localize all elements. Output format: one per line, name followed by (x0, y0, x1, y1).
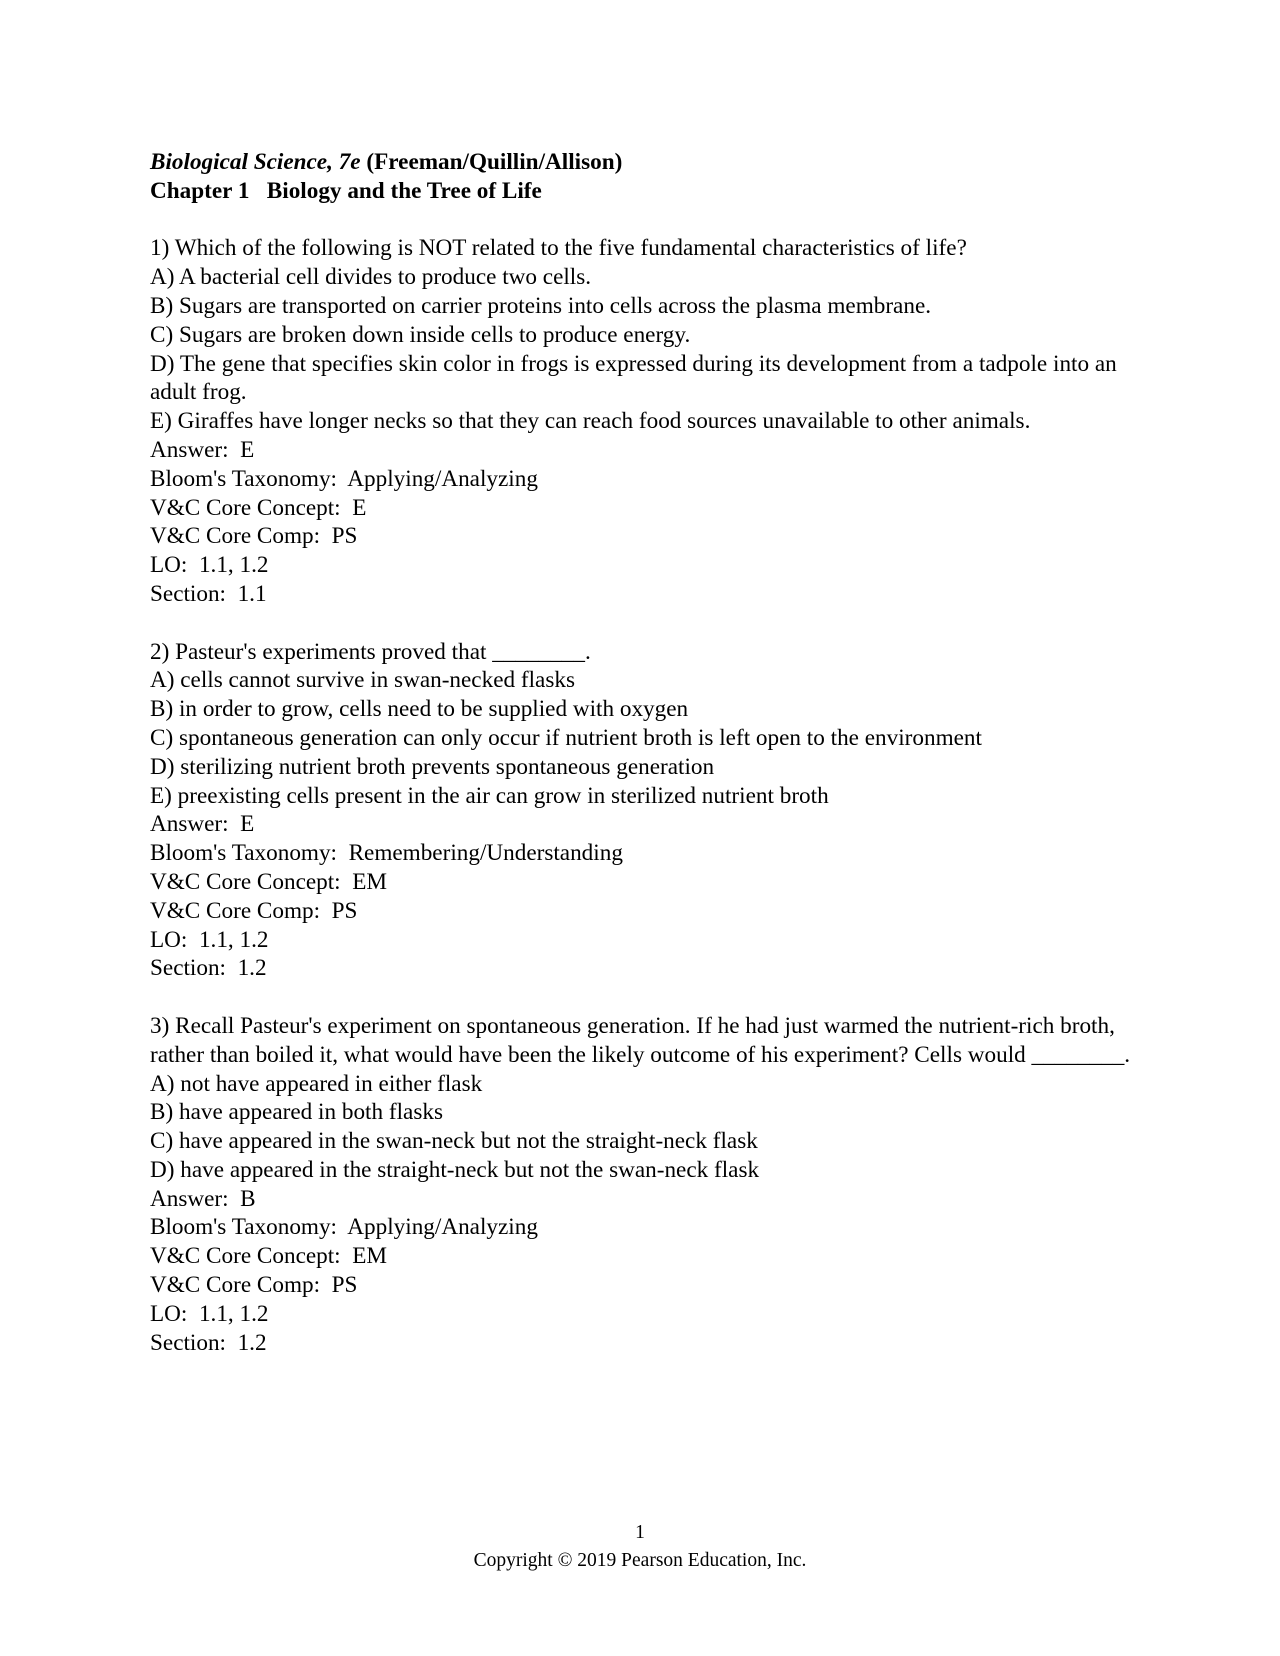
answer-option: C) Sugars are broken down inside cells to produce energy. (150, 321, 691, 348)
question-list (150, 234, 1150, 1357)
answer-option: B) in order to grow, cells need to be supplied with oxygen (150, 696, 689, 723)
answer-option: D) have appeared in the straight-neck but not the swan-neck flask (150, 1156, 760, 1183)
page-number: 1 (635, 1522, 645, 1543)
copyright-notice: Copyright © 2019 Pearson Education, Inc. (473, 1550, 807, 1571)
blooms-taxonomy: Bloom's Taxonomy: Applying/Analyzing (150, 1214, 538, 1241)
answer-option: C) have appeared in the swan-neck but not the straight-neck flask (150, 1128, 758, 1155)
question-block (150, 638, 1150, 984)
core-competency: V&C Core Comp: PS (150, 523, 358, 550)
answer-option: A) not have appeared in either flask (150, 1070, 483, 1097)
answer-option: A) A bacterial cell divides to produce two cells. (150, 264, 592, 291)
book-authors: (Freeman/Quillin/Allison) (366, 149, 623, 175)
section-ref: Section: 1.2 (150, 1329, 267, 1356)
answer-key: Answer: B (150, 1185, 256, 1212)
question-stem: 1) Which of the following is NOT related to the five fundamental characteristics of life? (150, 235, 967, 262)
learning-objective: LO: 1.1, 1.2 (150, 1300, 269, 1327)
question-block (150, 234, 1150, 608)
core-concept: V&C Core Concept: E (150, 494, 367, 521)
book-title: Biological Science, 7e (150, 149, 361, 175)
blooms-taxonomy: Bloom's Taxonomy: Applying/Analyzing (150, 465, 538, 492)
core-concept: V&C Core Concept: EM (150, 868, 388, 895)
document-body (150, 148, 1150, 1357)
answer-key: Answer: E (150, 436, 255, 463)
answer-option: B) Sugars are transported on carrier proteins into cells across the plasma membrane. (150, 292, 932, 319)
answer-key: Answer: E (150, 811, 255, 838)
answer-option: E) Giraffes have longer necks so that they can reach food sources unavailable to other animals. (150, 408, 1031, 435)
question-block (150, 1012, 1150, 1358)
core-competency: V&C Core Comp: PS (150, 1272, 358, 1299)
question-stem: 2) Pasteur's experiments proved that ________. (150, 638, 591, 665)
chapter-heading: Chapter 1 Biology and the Tree of Life (150, 177, 542, 204)
answer-option: D) The gene that specifies skin color in frogs is expressed during its development from a tadpole into an adult frog. (150, 350, 1123, 406)
question-stem: 3) Recall Pasteur's experiment on spontaneous generation. If he had just warmed the nutrient-rich broth, rather than boiled it, what would have been the likely outcome of his experiment? Cells would ________. (150, 1012, 1131, 1068)
answer-option: B) have appeared in both flasks (150, 1099, 443, 1126)
learning-objective: LO: 1.1, 1.2 (150, 926, 269, 953)
core-concept: V&C Core Concept: EM (150, 1243, 388, 1270)
blooms-taxonomy: Bloom's Taxonomy: Remembering/Understanding (150, 840, 623, 867)
answer-option: C) spontaneous generation can only occur if nutrient broth is left open to the environment (150, 724, 982, 751)
section-ref: Section: 1.2 (150, 955, 267, 982)
learning-objective: LO: 1.1, 1.2 (150, 552, 269, 579)
section-ref: Section: 1.1 (150, 580, 267, 607)
book-title-line (150, 148, 1150, 177)
answer-option: E) preexisting cells present in the air can grow in sterilized nutrient broth (150, 782, 829, 809)
core-competency: V&C Core Comp: PS (150, 897, 358, 924)
answer-option: A) cells cannot survive in swan-necked flasks (150, 667, 575, 694)
answer-option: D) sterilizing nutrient broth prevents spontaneous generation (150, 753, 715, 780)
